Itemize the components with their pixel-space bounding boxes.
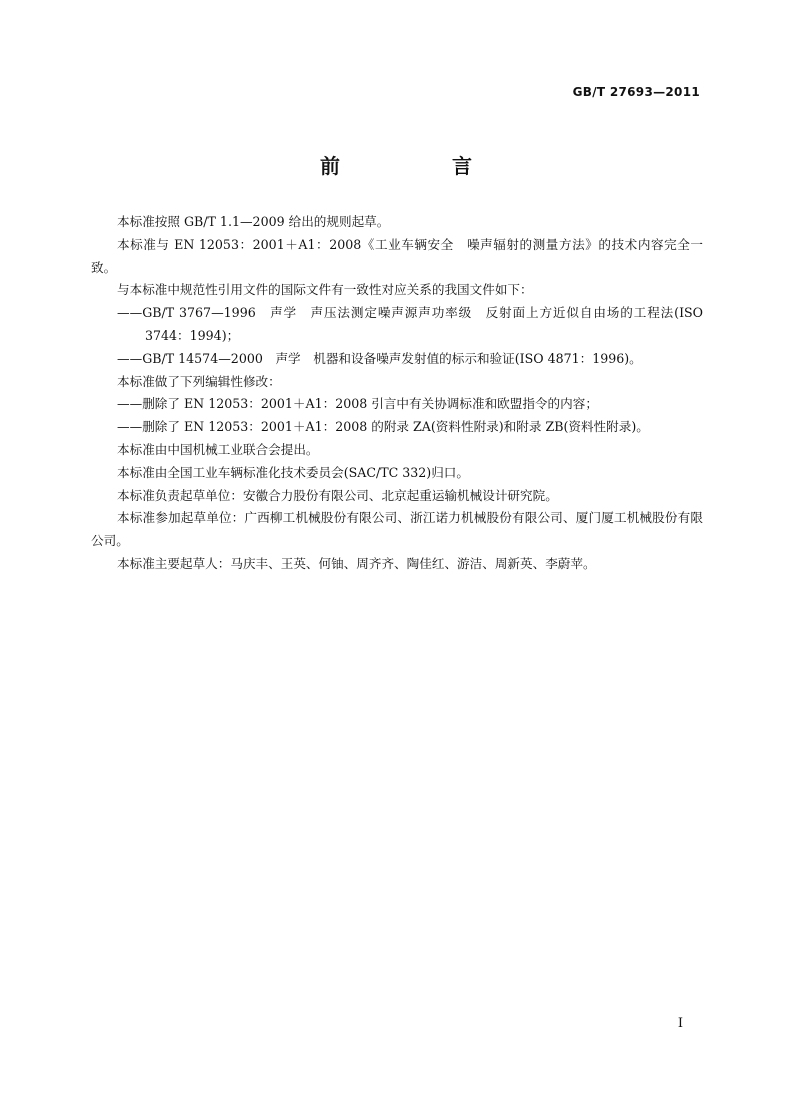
page-number: I (677, 1016, 683, 1031)
paragraph: 本标准主要起草人：马庆丰、王英、何铀、周齐齐、陶佳红、游洁、周新英、李蔚苹。 (117, 555, 596, 571)
paragraph: 本标准与 EN 12053：2001＋A1：2008《工业车辆安全 噪声辐射的测量方法》的技术内容完全一致。 (91, 236, 703, 275)
page-title: 前 言 (320, 154, 518, 178)
paragraph: 本标准由中国机械工业联合会提出。 (117, 441, 319, 457)
foreword-body (91, 211, 703, 576)
paragraph: 本标准参加起草单位：广西柳工机械股份有限公司、浙江诺力机械股份有限公司、厦门厦工机械股份有限公司。 (91, 510, 703, 549)
paragraph: 本标准负责起草单位：安徽合力股份有限公司、北京起重运输机械设计研究院。 (117, 487, 558, 503)
edit-list-item: ——删除了 EN 12053：2001＋A1：2008 引言中有关协调标准和欧盟指令的内容； (117, 396, 598, 412)
paragraph: 本标准做了下列编辑性修改： (117, 373, 281, 389)
edit-list-item: ——删除了 EN 12053：2001＋A1：2008 的附录 ZA(资料性附录)和附录 ZB(资料性附录)。 (117, 419, 649, 435)
reference-list-item: ——GB/T 3767—1996 声学 声压法测定噪声源声功率级 反射面上方近似自由场的工程法(ISO 3744：1994)； (117, 305, 703, 343)
paragraph: 与本标准中规范性引用文件的国际文件有一致性对应关系的我国文件如下： (117, 282, 533, 298)
reference-list-item: ——GB/T 14574—2000 声学 机器和设备噪声发射值的标示和验证(ISO 4871：1996)。 (117, 350, 642, 366)
standard-code: GB/T 27693—2011 (572, 85, 700, 99)
paragraph: 本标准按照 GB/T 1.1—2009 给出的规则起草。 (117, 214, 390, 229)
paragraph: 本标准由全国工业车辆标准化技术委员会(SAC/TC 332)归口。 (117, 464, 469, 480)
